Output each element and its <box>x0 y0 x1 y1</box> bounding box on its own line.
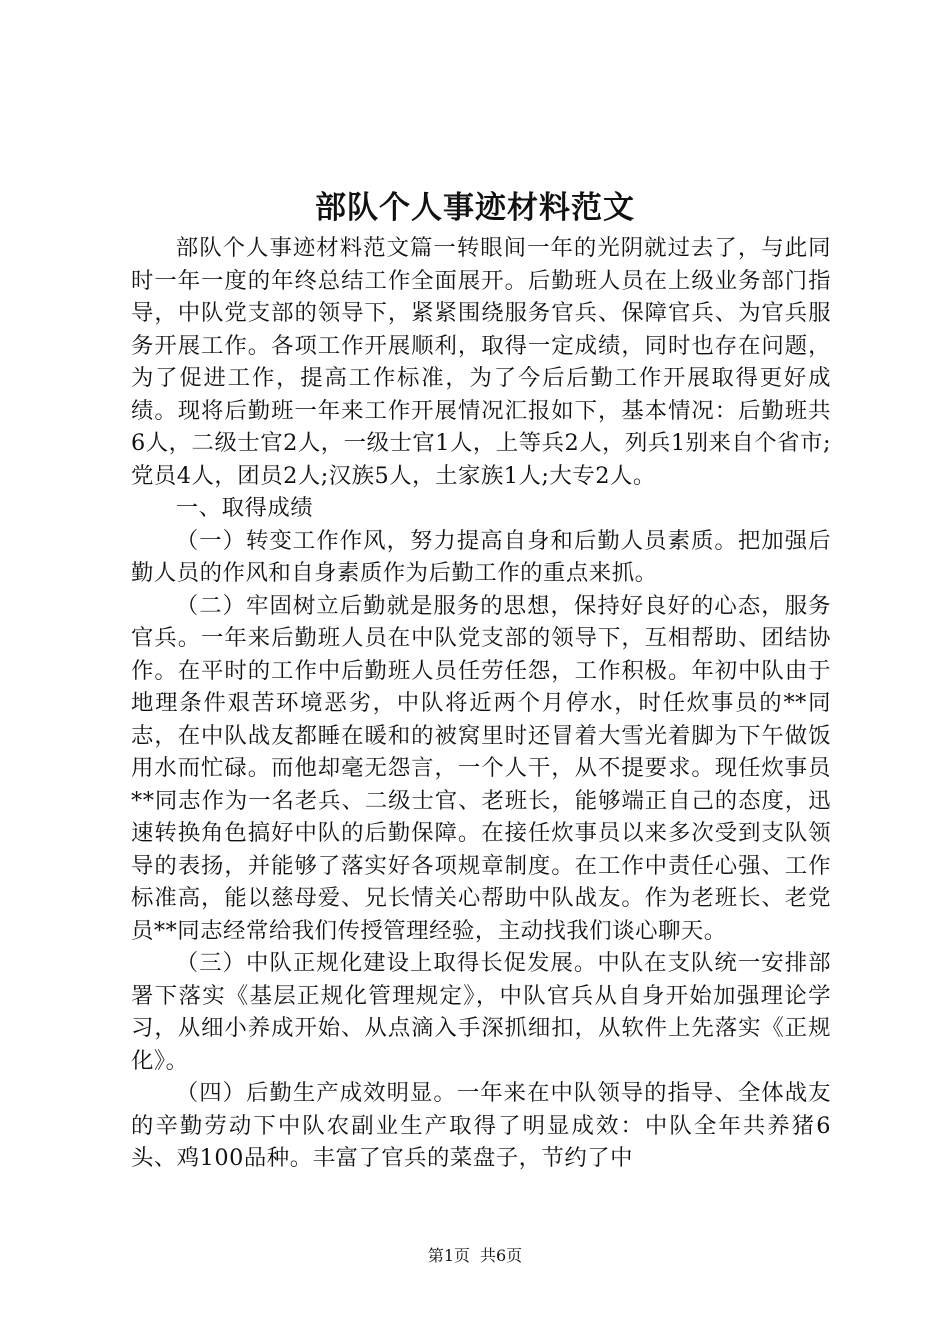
paragraph-item-3: （三）中队正规化建设上取得长促发展。中队在支队统一安排部署下落实《基层正规化管理规定》，中队官兵从自身开始加强理论学习，从细小养成开始、从点滴入手深抓细扣，从软件上先落实《正规化》。 <box>131 950 831 1074</box>
page-title: 部队个人事迹材料范文 <box>315 190 635 226</box>
paragraph-intro: 部队个人事迹材料范文篇一转眼间一年的光阴就过去了，与此同时一年一度的年终总结工作全面展开。后勤班人员在上级业务部门指导，中队党支部的领导下，紧紧围绕服务官兵、保障官兵、为官兵服务开展工作。各项工作开展顺利，取得一定成绩，同时也存在问题，为了促进工作，提高工作标准，为了今后后勤工作开展取得更好成绩。现将后勤班一年来工作开展情况汇报如下，基本情况：后勤班共6人，二级士官2人，一级士官1人，上等兵2人，列兵1别来自个省市;党员4人，团员2人;汉族5人，土家族1人;大专2人。 <box>131 235 831 489</box>
page-footer <box>0 1244 950 1268</box>
document-body <box>131 232 831 1175</box>
paragraph-item-2: （二）牢固树立后勤就是服务的思想，保持好良好的心态，服务官兵。一年来后勤班人员在中队党支部的领导下，互相帮助、团结协作。在平时的工作中后勤班人员任劳任怨，工作积极。年初中队由于地理条件艰苦环境恶劣，中队将近两个月停水，时任炊事员的**同志，在中队战友都睡在暖和的被窝里时还冒着大雪光着脚为下午做饭用水而忙碌。而他却毫无怨言，一个人干，从不提要求。现任炊事员**同志作为一名老兵、二级士官、老班长，能够端正自己的态度，迅速转换角色搞好中队的后勤保障。在接任炊事员以来多次受到支队领导的表扬，并能够了落实好各项规章制度。在工作中责任心强、工作标准高，能以慈母爱、兄长情关心帮助中队战友。作为老班长、老党员**同志经常给我们传授管理经验，主动找我们谈心聊天。 <box>131 592 831 944</box>
paragraph-item-4: （四）后勤生产成效明显。一年来在中队领导的指导、全体战友的辛勤劳动下中队农副业生产取得了明显成效：中队全年共养猪6头、鸡100品种。丰富了官兵的菜盘子，节约了中 <box>131 1080 831 1171</box>
section-heading: 一、取得成绩 <box>175 495 314 521</box>
page-total: 共6页 <box>480 1246 523 1265</box>
paragraph-item-1: （一）转变工作作风，努力提高自身和后勤人员素质。把加强后勤人员的作风和自身素质作为后勤工作的重点来抓。 <box>131 527 831 586</box>
page-number: 第1页 <box>427 1246 470 1265</box>
